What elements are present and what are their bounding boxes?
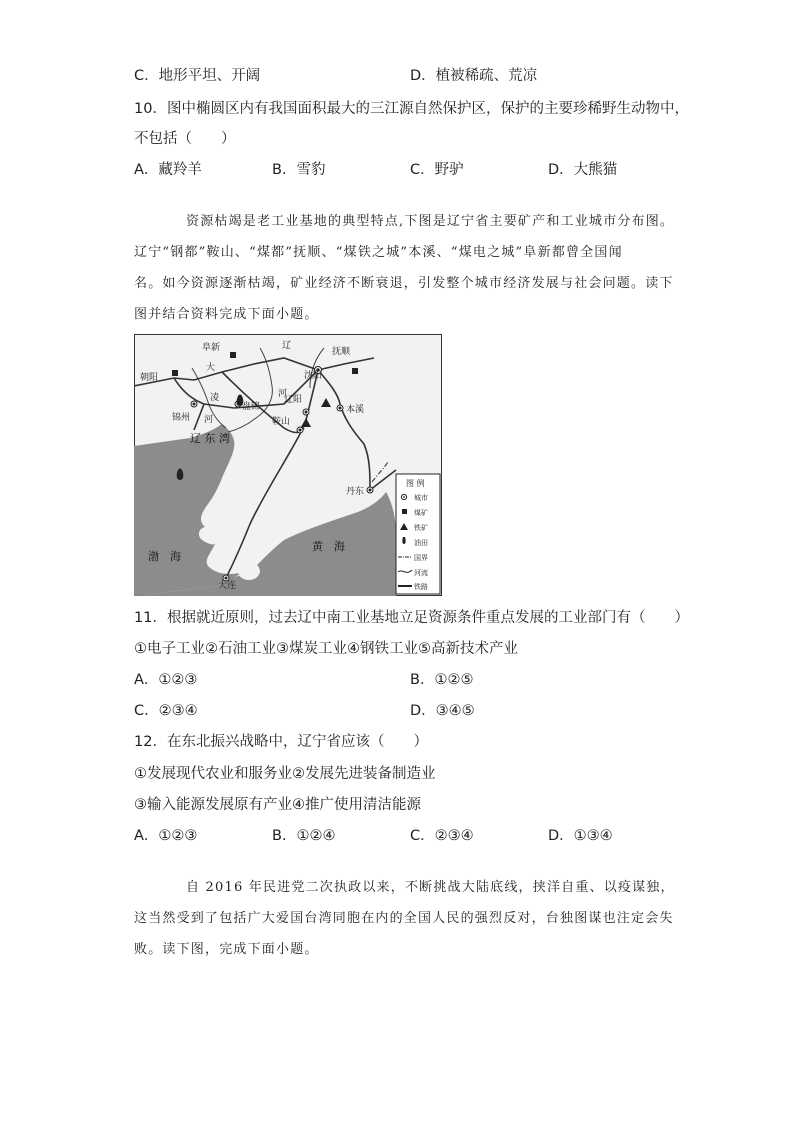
city-label: 朝阳 [140,373,159,383]
legend-item: 油田 [414,539,428,547]
city-label: 本溪 [346,405,365,415]
option-d: D．①③④ [548,828,613,844]
option-a: A．①②③ [134,828,198,844]
passage-line: 名。如今资源逐渐枯竭，矿业经济不断衰退，引发整个城市经济发展与社会问题。读下 [134,276,674,291]
question-12-items: ③输入能源发展原有产业④推广使用清洁能源 [134,797,421,813]
river-label: 辽 [282,341,292,351]
passage-line: 败。读下图，完成下面小题。 [134,942,319,957]
sea-label: 辽 东 湾 [190,432,230,445]
legend-title: 图 例 [406,479,425,488]
river-label: 河 [204,415,214,425]
map-legend [396,474,440,594]
legend-item: 煤矿 [414,509,428,517]
liaoning-map [134,334,442,596]
option-a: A．藏羚羊 [134,162,202,178]
legend-item: 城市 [414,494,428,502]
river-label: 河 [278,389,288,399]
option-c: C．野驴 [410,162,464,178]
option-c: C．②③④ [410,828,474,844]
legend-item: 河流 [414,569,428,577]
sea-label: 渤 海 [148,550,181,563]
city-label: 锦州 [172,413,191,423]
city-label: 沈阳 [304,371,323,381]
legend-item: 国界 [414,554,428,562]
passage-line: 辽宁“钢都”鞍山、“煤都”抚顺、“煤铁之城”本溪、“煤电之城”阜新都曾全国闻 [134,245,623,260]
sea-label: 黄 海 [312,540,345,553]
passage-line: 图并结合资料完成下面小题。 [134,307,319,322]
city-label: 抚顺 [332,347,351,357]
question-10-stem: 10．图中椭圆区内有我国面积最大的三江源自然保护区，保护的主要珍稀野生动物中， [134,101,689,117]
option-b: B．①②④ [272,828,336,844]
question-12-items: ①发展现代农业和服务业②发展先进装备制造业 [134,766,436,782]
question-12-stem: 12．在东北振兴战略中，辽宁省应该（ ） [134,734,428,750]
option-b: B．①②⑤ [410,672,474,688]
passage-line: 这当然受到了包括广大爱国台湾同胞在内的全国人民的强烈反对，台独图谋也注定会失 [134,911,674,926]
option-c: C．地形平坦、开阔 [134,68,261,84]
option-a: A．①②③ [134,672,198,688]
city-label: 大连 [218,581,237,591]
city-label: 阜新 [202,343,221,353]
legend-item: 铁路 [414,583,428,591]
question-10-stem-cont: 不包括（ ） [134,131,236,147]
city-label: 辽阳 [284,395,303,405]
option-d: D．植被稀疏、荒凉 [410,68,538,84]
legend-item: 铁矿 [414,524,428,532]
city-label: 鞍山 [272,417,291,427]
city-label: 丹东 [346,487,365,497]
option-c: C．②③④ [134,703,198,719]
river-label: 凌 [210,393,220,403]
city-label: 盘锦 [242,402,261,412]
option-d: D．③④⑤ [410,703,475,719]
question-11-stem: 11．根据就近原则，过去辽中南工业基地立足资源条件重点发展的工业部门有（ ） [134,610,689,626]
option-d: D．大熊猫 [548,162,618,178]
question-11-items: ①电子工业②石油工业③煤炭工业④钢铁工业⑤高新技术产业 [134,641,518,657]
option-b: B．雪豹 [272,162,326,178]
passage-line: 资源枯竭是老工业基地的典型特点,下图是辽宁省主要矿产和工业城市分布图。 [186,214,675,229]
river-label: 大 [206,363,216,373]
passage-line: 自 2016 年民进党二次执政以来，不断挑战大陆底线，挟洋自重、以疫谋独， [186,880,675,895]
